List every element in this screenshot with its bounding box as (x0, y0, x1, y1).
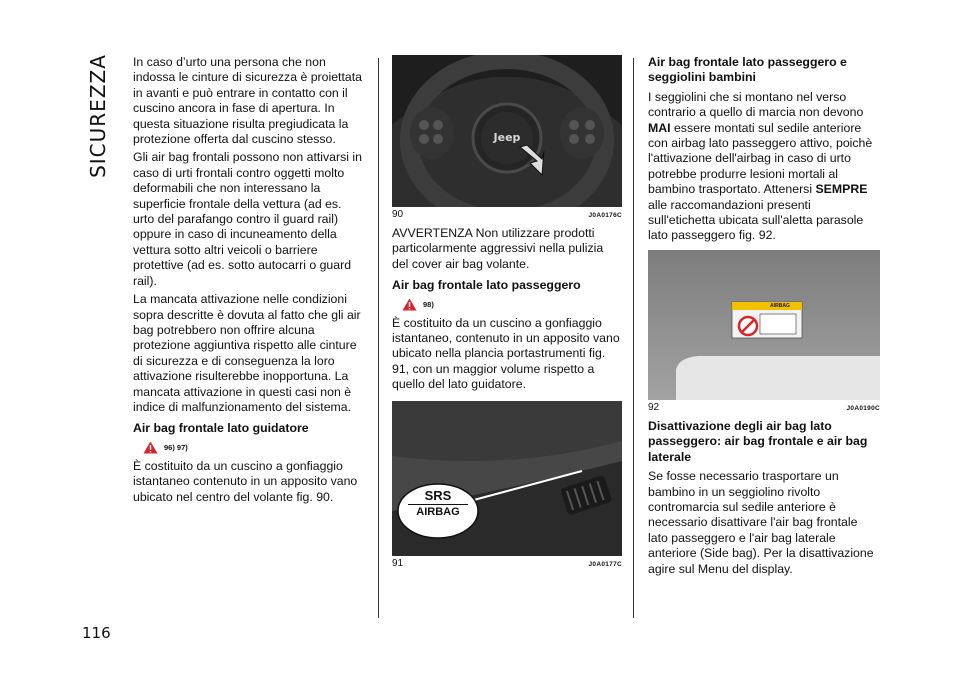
figure-caption (648, 402, 880, 413)
figure-caption (392, 558, 622, 569)
warning-refs: 98) (423, 299, 434, 309)
figure-90-image (392, 55, 622, 207)
column-divider (378, 58, 379, 618)
figure-number: 90 (392, 209, 404, 220)
section-heading: Air bag frontale lato passeggero e seggiolini bambini (648, 55, 847, 85)
column-divider (633, 58, 634, 618)
warning-reference (402, 298, 622, 311)
text-run: essere montati sul sedile anteriore con airbag lato passeggero attivo, poichè l'attivazione dell'airbag in caso di urto potrebbe produrre lesioni mortali al bambino trasportato. Attenersi (648, 120, 873, 197)
figure-92-image (648, 250, 880, 400)
section-heading: Disattivazione degli air bag lato passeggero: air bag frontale e air bag laterale (648, 418, 868, 464)
airbag-label-text: AIRBAG (770, 302, 790, 309)
figure-code: J0A0190C (846, 404, 880, 412)
warning-triangle-icon (402, 298, 417, 311)
column-3 (648, 55, 880, 580)
dashboard-illustration (392, 401, 622, 556)
figure-code: J0A0177C (588, 560, 622, 568)
page-number: 116 (82, 624, 111, 642)
column-2 (392, 55, 622, 575)
figure-91-image (392, 401, 622, 556)
sun-visor-illustration (648, 250, 880, 400)
figure-caption (392, 209, 622, 220)
paragraph: Se fosse necessario trasportare un bambino in un seggiolino rivolto contromarcia sul sedile anteriore è necessario disattivare l'air bag frontale lato passeggero e l'air bag laterale anteriore (Side bag). Per la disattivazione agire sul Menu del display. (648, 469, 874, 576)
figure-number: 91 (392, 557, 404, 569)
text-run: I seggiolini che si montano nel verso contrario a quello di marcia non devono (648, 89, 864, 120)
paragraph: Gli air bag frontali possono non attivarsi in caso di urti frontali contro oggetti molto deformabili che non interessano la superficie frontale della vettura (ad es. urto del parafango contro il guard rail) oppure in caso di incuneamento della vettura sotto altri veicoli o barriere protettive (ad es. sotto autocarri o guard rail). (133, 150, 362, 288)
srs-label-line2: AIRBAG (416, 505, 460, 518)
section-title-text: SICUREZZA (86, 54, 110, 178)
section-heading: Air bag frontale lato passeggero (392, 278, 581, 293)
paragraph: In caso d’urto una persona che non indossa le cinture di sicurezza è proiettata in avanti e può entrare in contatto con il cuscino ancora in fase di apertura. In questa situazione risulta pregiudicata la protezione offerta dal cuscino stesso. (133, 55, 362, 147)
figure-code: J0A0176C (588, 212, 622, 219)
srs-airbag-label (402, 489, 474, 519)
paragraph: È costituito da un cuscino a gonfiaggio istantaneo contenuto in un apposito vano ubicato nel centro del volante fig. 90. (133, 458, 358, 504)
figure-number: 92 (648, 401, 660, 413)
warning-triangle-icon (143, 441, 158, 454)
section-heading: Air bag frontale lato guidatore (133, 421, 309, 436)
paragraph (648, 90, 880, 244)
emphasis-sempre: SEMPRE (815, 182, 868, 197)
warning-refs: 96) 97) (164, 442, 188, 452)
jeep-logo: Jeep (493, 131, 521, 144)
column-1 (133, 55, 363, 508)
paragraph: AVVERTENZA Non utilizzare prodotti particolarmente aggressivi nella pulizia del cover air bag volante. (392, 226, 604, 271)
emphasis-mai: MAI (648, 120, 671, 135)
warning-reference (143, 441, 363, 454)
paragraph: La mancata attivazione nelle condizioni sopra descritte è dovuta al fatto che gli air bag potrebbero non offrire alcuna protezione aggiuntiva rispetto alle cinture di sicurezza e di conseguenza la loro attivazione risulterebbe inopportuna. La mancata attivazione in questi casi non è indice di malfunzionamento del sistema. (133, 292, 361, 414)
paragraph: È costituito da un cuscino a gonfiaggio istantaneo, contenuto in un apposito vano ubicato nella plancia portastrumenti fig. 91, con un maggior volume rispetto a quello del lato guidatore. (392, 315, 620, 392)
section-title (78, 56, 118, 176)
srs-label-line1: SRS (424, 487, 452, 503)
text-run: alle raccomandazioni presenti sull'etichetta ubicata sull'aletta parasole lato passeggero fig. 92. (648, 197, 864, 243)
